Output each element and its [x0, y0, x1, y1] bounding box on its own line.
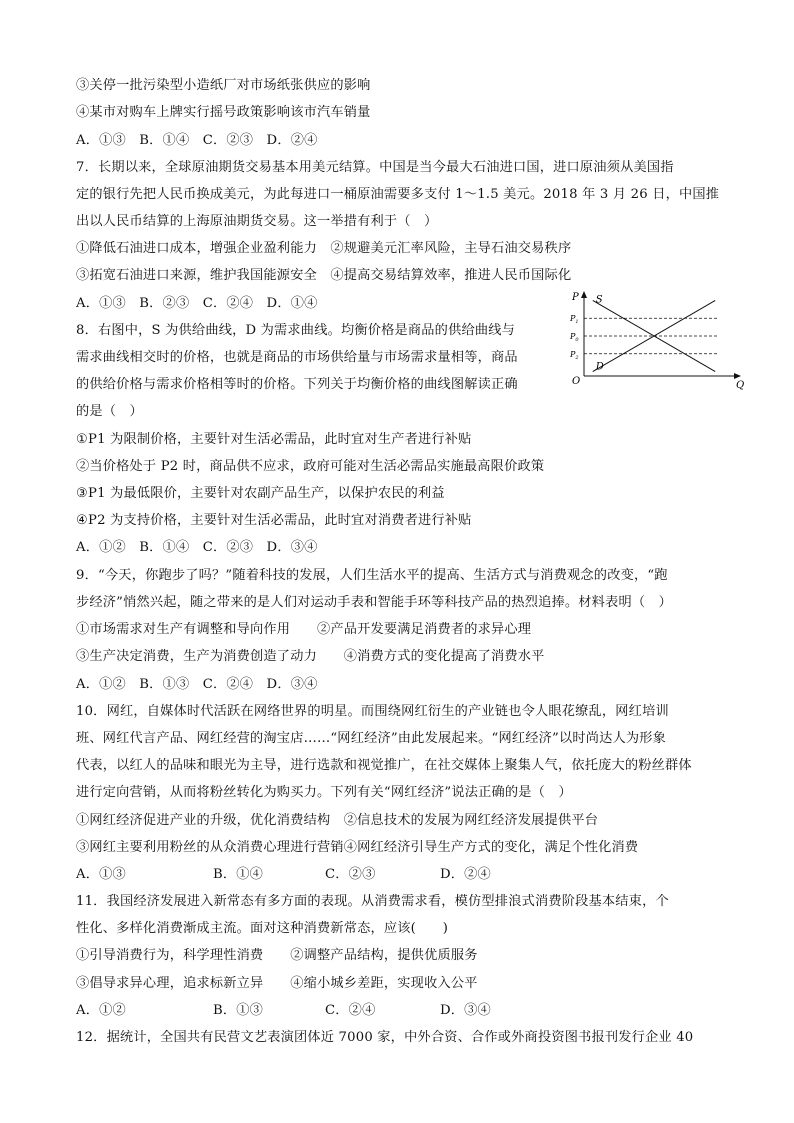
q10-stem-line-4: 进行定向营销，从而将粉丝转化为购买力。下列有关“网红经济”说法正确的是（ ）	[76, 785, 572, 800]
q11-options-1-2: ①引导消费行为，科学理性消费 ②调整产品结构，提供优质服务	[76, 948, 478, 963]
q6-option-3: ③关停一批污染型小造纸厂对市场纸张供应的影响	[76, 78, 371, 93]
y-axis-label: P	[572, 292, 579, 303]
q8-option-3: ③P1 为最低限价，主要针对农副产品生产，以保护农民的利益	[76, 486, 445, 501]
q7-stem-line-1: 7．长期以来，全球原油期货交易基本用美元结算。中国是当今最大石油进口国，进口原油须从美国指	[76, 160, 674, 175]
q10-choice-a: A．①③	[76, 867, 126, 882]
q7-options-3-4: ③拓宽石油进口来源，维护我国能源安全 ④提高交易结算效率，推进人民币国际化	[76, 268, 572, 283]
q7-stem-line-3: 出以人民币结算的上海原油期货交易。这一举措有利于（ ）	[76, 214, 438, 229]
q8-stem-line-2: 需求曲线相交时的价格，也就是商品的市场供给量与市场需求量相等，商品	[76, 350, 518, 365]
q8-option-2: ②当价格处于 P2 时，商品供不应求，政府可能对生活必需品实施最高限价政策	[76, 459, 545, 474]
curve-label-d: D	[595, 361, 604, 373]
x-axis-label: Q	[736, 380, 745, 391]
q9-options-1-2: ①市场需求对生产有调整和导向作用 ②产品开发要满足消费者的求异心理	[76, 622, 532, 637]
q12-stem-line-1: 12．据统计，全国共有民营文艺表演团体近 7000 家，中外合资、合作或外商投资图书报刊发行企业 40	[76, 1030, 694, 1045]
q7-choices: A．①③ B．②③ C．②④ D．①④	[76, 296, 318, 311]
q8-stem-line-3: 的供给价格与需求价格相等时的价格。下列关于均衡价格的曲线图解读正确	[76, 377, 518, 392]
y-axis-arrow	[581, 291, 587, 298]
chart-layer	[569, 291, 744, 391]
q11-choice-a: A．①②	[76, 1003, 126, 1018]
q10-choice-b: B．①④	[213, 867, 264, 882]
origin-label: O	[572, 376, 581, 387]
q8-option-4: ④P2 为支持价格，主要针对生活必需品，此时宜对消费者进行补贴	[76, 513, 472, 528]
curve-label-s: S	[595, 294, 603, 306]
supply-demand-chart	[556, 288, 745, 400]
price-level-label-0: $P_1$	[570, 314, 579, 326]
q11-stem-line-2: 性化、多样化消费渐成主流。面对这种消费新常态，应该( )	[76, 921, 449, 936]
price-level-label-1: $P_0$	[570, 332, 579, 343]
q8-option-1: ①P1 为限制价格，主要针对生活必需品，此时宜对生产者进行补贴	[76, 432, 472, 447]
q11-stem-line-1: 11．我国经济发展进入新常态有多方面的表现。从消费需求看，模仿型排浪式消费阶段基本结束，个	[76, 894, 669, 909]
q10-stem-line-2: 班、网红代言产品、网红经营的淘宝店……“网红经济”由此发展起来。“网红经济”以时尚达人为形象	[76, 731, 667, 746]
q9-options-3-4: ③生产决定消费，生产为消费创造了动力 ④消费方式的变化提高了消费水平	[76, 649, 545, 664]
q10-options-3-4: ③网红主要利用粉丝的从众消费心理进行营销④网红经济引导生产方式的变化，满足个性化消费	[76, 840, 639, 855]
q10-options-1-2: ①网红经济促进产业的升级，优化消费结构 ②信息技术的发展为网红经济发展提供平台	[76, 813, 599, 828]
q11-choice-d: D．③④	[440, 1003, 491, 1018]
q11-options-3-4: ③倡导求异心理，追求标新立异 ④缩小城乡差距，实现收入公平	[76, 976, 478, 991]
x-axis-arrow	[734, 373, 741, 379]
q9-stem-line-2: 步经济”悄然兴起，随之带来的是人们对运动手表和智能手环等科技产品的热烈追捧。材料表明（ ）	[76, 595, 672, 610]
q7-options-1-2: ①降低石油进口成本，增强企业盈利能力 ②规避美元汇率风险，主导石油交易秩序	[76, 241, 572, 256]
q10-choice-d: D．②④	[440, 867, 491, 882]
q11-choice-b: B．①③	[213, 1003, 264, 1018]
q8-choices: A．①② B．①④ C．②③ D．③④	[76, 540, 318, 555]
q9-choices: A．①② B．①③ C．②④ D．③④	[76, 677, 318, 692]
q10-stem-line-3: 代表，以红人的品味和眼光为主导，进行选款和视觉推广，在社交媒体上聚集人气，依托庞大的粉丝群体	[76, 758, 692, 773]
q10-stem-line-1: 10．网红，自媒体时代活跃在网络世界的明星。而围绕网红衍生的产业链也令人眼花缭乱，网红培训	[76, 704, 669, 719]
q11-choice-c: C．②④	[325, 1003, 376, 1018]
price-level-label-2: $P_2$	[570, 349, 579, 361]
q6-option-4: ④某市对购车上牌实行摇号政策影响该市汽车销量	[76, 105, 371, 120]
q9-stem-line-1: 9．“今天，你跑步了吗？”随着科技的发展，人们生活水平的提高、生活方式与消费观念的改变，“跑	[76, 568, 668, 583]
q8-stem-line-1: 8．右图中，S 为供给曲线，D 为需求曲线。均衡价格是商品的供给曲线与	[76, 323, 516, 338]
q8-stem-line-4: 的是（ ）	[76, 404, 143, 419]
q7-stem-line-2: 定的银行先把人民币换成美元，为此每进口一桶原油需要多支付 1～1.5 美元。2018 年 3 月 26 日，中国推	[76, 187, 720, 202]
q10-choice-c: C．②③	[325, 867, 376, 882]
q6-choices: A．①③ B．①④ C．②③ D．②④	[76, 133, 318, 148]
